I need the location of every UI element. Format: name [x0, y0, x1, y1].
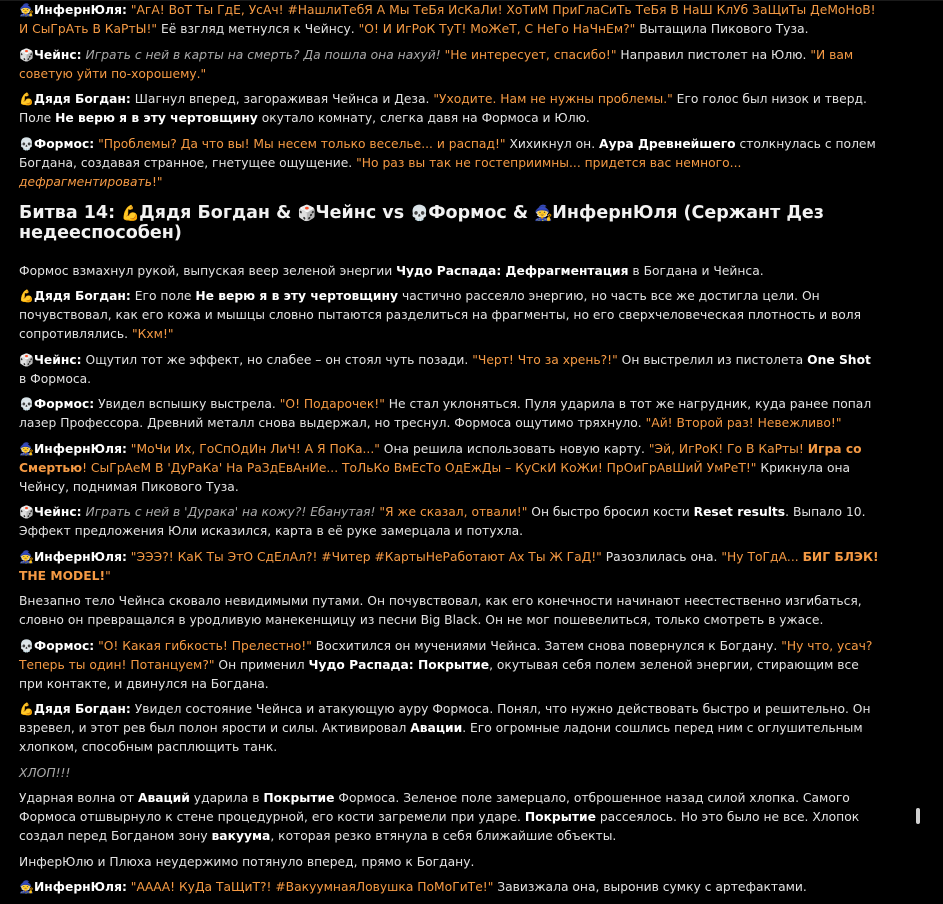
speaker-name: Формос:: [34, 638, 95, 653]
speaker-name: Чейнс:: [34, 47, 82, 62]
narration: Не стал уклоняться. Пуля ударила в тот же нагрудник, куда ранее попал лазер Профессора. Древний металл снова выдержал, но треснул. Формоса ощутимо тряхнуло.: [19, 397, 872, 430]
dialogue: "Черт! Что за хрень?!": [472, 352, 618, 367]
dialogue: "Ну ТоГдА...: [721, 549, 803, 564]
narration: столкнулась с полем Богдана, создавая странное, гнетущее ощущение.: [19, 136, 876, 170]
narration: Он применил: [214, 657, 309, 672]
dialogue: "АгА! ВоТ Ты ГдЕ, УсАч! #НашлиТебЯ А Мы ТеБя ИсКаЛи! ХоТиМ ПриГлаСиТь ТеБя В НаШ КлУб ЗаЩиТы ДеМоНоВ! И СыГрАть В КаРтЫ!": [19, 3, 876, 36]
dialogue: ! СыГрАеМ В 'ДуРаКа' На РаЗдЕвАнИе... ТоЛьКо ВмЕсТо ОдЕжДы – КуСкИ КоЖи! ПрОиГрАвШиЙ УмРеТ!": [82, 460, 757, 475]
paragraph: [19, 135, 881, 192]
speaker-name: ИнфернЮля:: [34, 549, 127, 564]
ability-name: Reset results: [693, 505, 786, 519]
narration: Увидел состояние Чейнса и атакующую ауру Формоса. Понял, что нужно действовать быстро и решительно. Он взревел, и этот рев был полон ярости и силы. Активировал: [19, 702, 871, 735]
heading-fighter: Формос &: [428, 202, 535, 223]
narration: Шагнул вперед, загораживая Чейнса и Деза.: [130, 92, 434, 106]
speaker-name: ИнфернЮля:: [34, 441, 127, 456]
paragraph: [19, 46, 881, 84]
dialogue: ": [105, 568, 111, 583]
narration: . Выпало 10. Эффект предложения Юли исказился, карта в её руке замерцала и потухла.: [19, 505, 866, 538]
ability-name: Авации: [410, 721, 463, 735]
ability-name: Покрытие: [524, 810, 596, 824]
paragraph: [19, 287, 881, 344]
speaker-name: ИнфернЮля:: [34, 880, 127, 894]
heading-fighter: Дядя Богдан &: [139, 202, 298, 223]
narration: Ударная волна от: [19, 791, 138, 805]
dialogue: !": [151, 174, 163, 189]
skull-icon: 💀: [410, 203, 429, 222]
heading-fighter: Чейнс vs: [315, 202, 411, 223]
dialogue: "Но раз вы так не гостеприимны... придется вас немного...: [356, 155, 742, 170]
thought: Играть с ней в карты на смерть? Да пошла она нахуй!: [85, 47, 441, 62]
ability-name: Аваций: [137, 791, 190, 805]
dialogue: "И вам советую уйти по-хорошему.": [19, 47, 854, 81]
speaker-name: Дядя Богдан:: [34, 289, 131, 303]
dialogue: "ЭЭЭ?! КаК Ты ЭтО СдЕлАл?! #Читер #КартыНеРаботают Ах Ты Ж ГаД!": [126, 549, 602, 564]
sound-effect: ХЛОП!!!: [19, 765, 71, 780]
battle-heading: [19, 203, 881, 243]
paragraph: [19, 878, 881, 897]
narration: Формос взмахнул рукой, выпуская веер зеленой энергии: [19, 263, 397, 278]
paragraph: [19, 1, 881, 39]
heading-prefix: Битва 14:: [19, 202, 122, 223]
paragraph: [19, 440, 881, 497]
dialogue: "Проблемы? Да что вы! Мы несем только веселье... и распад!": [94, 136, 506, 151]
narration: Вытащила Пикового Туза.: [635, 22, 809, 36]
ability-name: Чудо Распада: Дефрагментация: [396, 263, 629, 278]
mage-icon: 🧙: [19, 880, 34, 894]
dialogue: "Ну что, усач? Теперь ты один! Потанцуем?": [19, 638, 873, 672]
narration: Его поле: [130, 289, 196, 303]
dialogue-emphasis: БИГ БЛЭК! THE MODEL!: [19, 549, 879, 583]
paragraph: [19, 789, 881, 846]
narration: , окутывая себя полем зеленой энергии, стирающим все при контакте, и двинулся на Богдана.: [19, 657, 859, 691]
narration: Хихикнул он.: [505, 136, 600, 151]
paragraph: [19, 637, 881, 694]
narration: Она решила использовать новую карту.: [379, 441, 649, 456]
dialogue-emphasis: дефрагментировать: [19, 174, 152, 189]
muscle-icon: 💪: [19, 289, 34, 303]
dice-icon: 🎲: [19, 47, 34, 62]
narration: Восхитился он мучениями Чейнса. Затем снова повернулся к Богдану.: [311, 638, 782, 653]
narration: Её взгляд метнулся к Чейнсу.: [157, 22, 359, 36]
narration: ИнферЮлю и Плюха неудержимо потянуло вперед, прямо к Богдану.: [19, 854, 475, 869]
mage-icon: 🧙: [534, 203, 553, 222]
mage-icon: 🧙: [19, 549, 34, 564]
dialogue: "О! И ИгРоК ТуТ! МоЖеТ, С НеГо НаЧнЕм?": [358, 22, 636, 36]
narration: окутало комнату, слегка давя на Формоса и Юлю.: [257, 111, 590, 125]
ability-name: Не верю я в эту чертовщину: [195, 289, 399, 303]
ability-name: вакуума: [211, 829, 271, 843]
dice-icon: 🎲: [297, 203, 317, 222]
narration: Завизжала она, выронив сумку с артефактами.: [493, 880, 807, 894]
paragraph: [19, 853, 881, 872]
skull-icon: 💀: [19, 136, 34, 151]
narration: Крикнула она Чейнсу, поднимая Пикового Туза.: [19, 460, 851, 494]
dialogue: "Ай! Второй раз! Невежливо!": [645, 416, 842, 430]
skull-icon: 💀: [19, 638, 34, 653]
thought: Играть с ней в 'Дурака' на кожу?! Ебанутая!: [85, 505, 376, 519]
speaker-name: Дядя Богдан:: [34, 92, 131, 106]
paragraph: [19, 90, 881, 128]
mage-icon: 🧙: [19, 441, 34, 456]
dialogue: "Не интересует, спасибо!": [440, 47, 617, 62]
paragraph: [19, 700, 881, 757]
scrollbar-thumb[interactable]: [916, 808, 920, 824]
narration: Внезапно тело Чейнса сковало невидимыми путами. Он почувствовал, как его конечности начинают неестественно изгибаться, словно он превращался в уродливую манекенщицу из песни Big Black. Он не мог пошевелиться, только смотреть в ужасе.: [19, 594, 862, 627]
dialogue: "Кхм!": [132, 327, 174, 341]
narration: Он выстрелил из пистолета: [617, 352, 808, 367]
ability-name: Аура Древнейшего: [599, 136, 736, 151]
speaker-name: Чейнс:: [34, 505, 82, 519]
mage-icon: 🧙: [19, 3, 34, 17]
narration: Его голос был низок и тверд. Поле: [19, 92, 867, 125]
dice-icon: 🎲: [19, 505, 34, 519]
paragraph: [19, 592, 881, 630]
speaker-name: Формос:: [34, 136, 95, 151]
dice-icon: 🎲: [19, 352, 34, 367]
narration: Направил пистолет на Юлю.: [616, 47, 811, 62]
narration: Формоса. Зеленое поле замерцало, отброшенное назад силой хлопка. Самого Формоса отшвырнуло к стене процедурной, его кости загремели при ударе.: [19, 791, 850, 824]
narration: . Его огромные ладони сошлись перед ним с оглушительным хлопком, способным расплющить танк.: [19, 721, 863, 754]
ability-name: One Shot: [807, 352, 871, 367]
narration: Разозлилась она.: [601, 549, 722, 564]
paragraph: [19, 351, 881, 389]
narration: , которая резко втянула в себя ближайшие объекты.: [270, 829, 617, 843]
narration: Он быстро бросил кости: [527, 505, 694, 519]
dialogue: "МоЧи Их, ГоСпОдИн ЛиЧ! А Я ПоКа...": [126, 441, 380, 456]
speaker-name: Дядя Богдан:: [34, 702, 131, 716]
speaker-name: Формос:: [34, 397, 95, 411]
paragraph: [19, 548, 881, 586]
paragraph: [19, 395, 881, 433]
ability-name: Не верю я в эту чертовщину: [55, 111, 258, 125]
muscle-icon: 💪: [121, 203, 140, 222]
ability-name: Покрытие: [263, 791, 335, 805]
speaker-name: Чейнс:: [34, 352, 82, 367]
ability-name: Чудо Распада: Покрытие: [308, 657, 490, 672]
heading-fighter: ИнфернЮля (Сержант Дез недееспособен): [19, 202, 824, 243]
narration: в Формоса.: [19, 371, 92, 386]
narration: в Богдана и Чейнса.: [628, 263, 764, 278]
dialogue-emphasis: Игра со Смертью: [19, 441, 862, 475]
dialogue: "Я же сказал, отвали!": [375, 505, 528, 519]
paragraph: [19, 764, 881, 783]
dialogue: "О! Какая гибкость! Прелестно!": [94, 638, 312, 653]
speaker-name: ИнфернЮля:: [34, 3, 127, 17]
narration: частично рассеяло энергию, но часть все же достигла цели. Он почувствовал, как его кожа и мышцы словно пытаются разделиться на фрагменты, но его сверхчеловеческая плотность и воля сопротивлялись.: [19, 289, 862, 341]
muscle-icon: 💪: [19, 92, 34, 106]
dialogue: "Эй, ИгРоК! Го В КаРты!: [648, 441, 808, 456]
story-content: [19, 0, 881, 904]
paragraph: [19, 262, 881, 281]
narration: Ощутил тот же эффект, но слабее – он стоял чуть позади.: [81, 352, 473, 367]
dialogue: "АААА! КуДа ТаЩиТ?! #ВакуумнаяЛовушка ПоМоГиТе!": [126, 880, 494, 894]
muscle-icon: 💪: [19, 702, 34, 716]
dialogue: "Уходите. Нам не нужны проблемы.": [433, 92, 673, 106]
dialogue: "О! Подарочек!": [279, 397, 385, 411]
narration: рассеялось. Но это было не все. Хлопок создал перед Богданом зону: [19, 810, 860, 843]
narration: ударила в: [189, 791, 264, 805]
narration: Увидел вспышку выстрела.: [94, 397, 280, 411]
skull-icon: 💀: [19, 397, 34, 411]
paragraph: [19, 503, 881, 541]
